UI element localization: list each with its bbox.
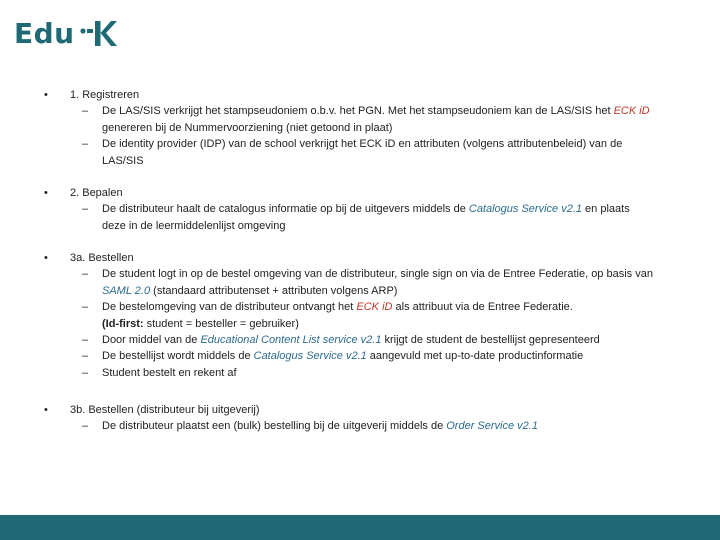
section-heading: 3a. Bestellen [70, 252, 134, 264]
footer-bar [0, 515, 720, 540]
list-item: De bestellijst wordt middels de Catalogus Service v2.1 aangevuld met up-to-date productinformatie [102, 350, 584, 363]
dash: – [82, 203, 89, 216]
list-item: Door middel van de Educational Content List service v2.1 krijgt de student de bestellijst gepresenteerd [102, 334, 600, 346]
list-item: Student bestelt en rekent af [102, 366, 237, 379]
list-item: De distributeur plaatst een (bulk) bestelling bij de uitgeverij middels de Order Service v2.1 [102, 420, 538, 433]
id-first-label: (Id-first: [102, 317, 147, 330]
dash: – [82, 301, 89, 314]
section-heading: 1. Registreren [70, 89, 140, 101]
bullet: • [44, 404, 48, 416]
dash: – [82, 138, 89, 151]
order-service-link: Order Service v2.1 [446, 420, 538, 433]
k-mark-icon [79, 18, 117, 50]
bullet: • [44, 252, 48, 264]
dash: – [82, 105, 89, 118]
eck-id-highlight: ECK iD [356, 301, 393, 314]
list-item: De LAS/SIS verkrijgt het stampseudoniem o.b.v. het PGN. Met het stampseudoniem kan de LAS/SIS het ECK iD genereren bij de Nummervoorziening (niet getoond in plaat) [102, 105, 650, 134]
logo-text: Edu [14, 17, 75, 50]
section-heading: 3b. Bestellen (distributeur bij uitgeverij) [70, 404, 260, 416]
bullet: • [44, 187, 48, 199]
dash: – [82, 268, 89, 281]
catalogus-service-link: Catalogus Service v2.1 [468, 203, 582, 216]
dash: – [82, 420, 89, 433]
list-item: De student logt in op de bestel omgeving van de distributeur, single sign on via de Entree Federatie, op basis van SAML 2.0 (standaard attributenset + attributen volgens ARP) [102, 268, 653, 297]
catalogus-service-link: Catalogus Service v2.1 [253, 350, 367, 363]
dash: – [82, 334, 89, 346]
bullet: • [44, 89, 48, 101]
list-item: De bestelomgeving van de distributeur ontvangt het ECK iD als attribuut via de Entree Federatie. (Id-first: student = besteller = gebruiker) [102, 301, 573, 330]
edu-k-logo [14, 18, 117, 50]
dash: – [82, 366, 89, 379]
list-item: De distributeur haalt de catalogus informatie op bij de uitgevers middels de Catalogus Service v2.1 en plaats deze in de leermiddelenlijst omgeving [102, 203, 630, 232]
ecl-service-link: Educational Content List service v2.1 [200, 334, 382, 346]
eck-id-highlight: ECK iD [613, 105, 650, 118]
list-item: De identity provider (IDP) van de school verkrijgt het ECK iD en attributen (volgens attributenbeleid) van de LAS/SIS [102, 138, 623, 167]
section-heading: 2. Bepalen [70, 187, 123, 199]
saml-link: SAML 2.0 [102, 284, 151, 297]
dash: – [82, 350, 89, 363]
